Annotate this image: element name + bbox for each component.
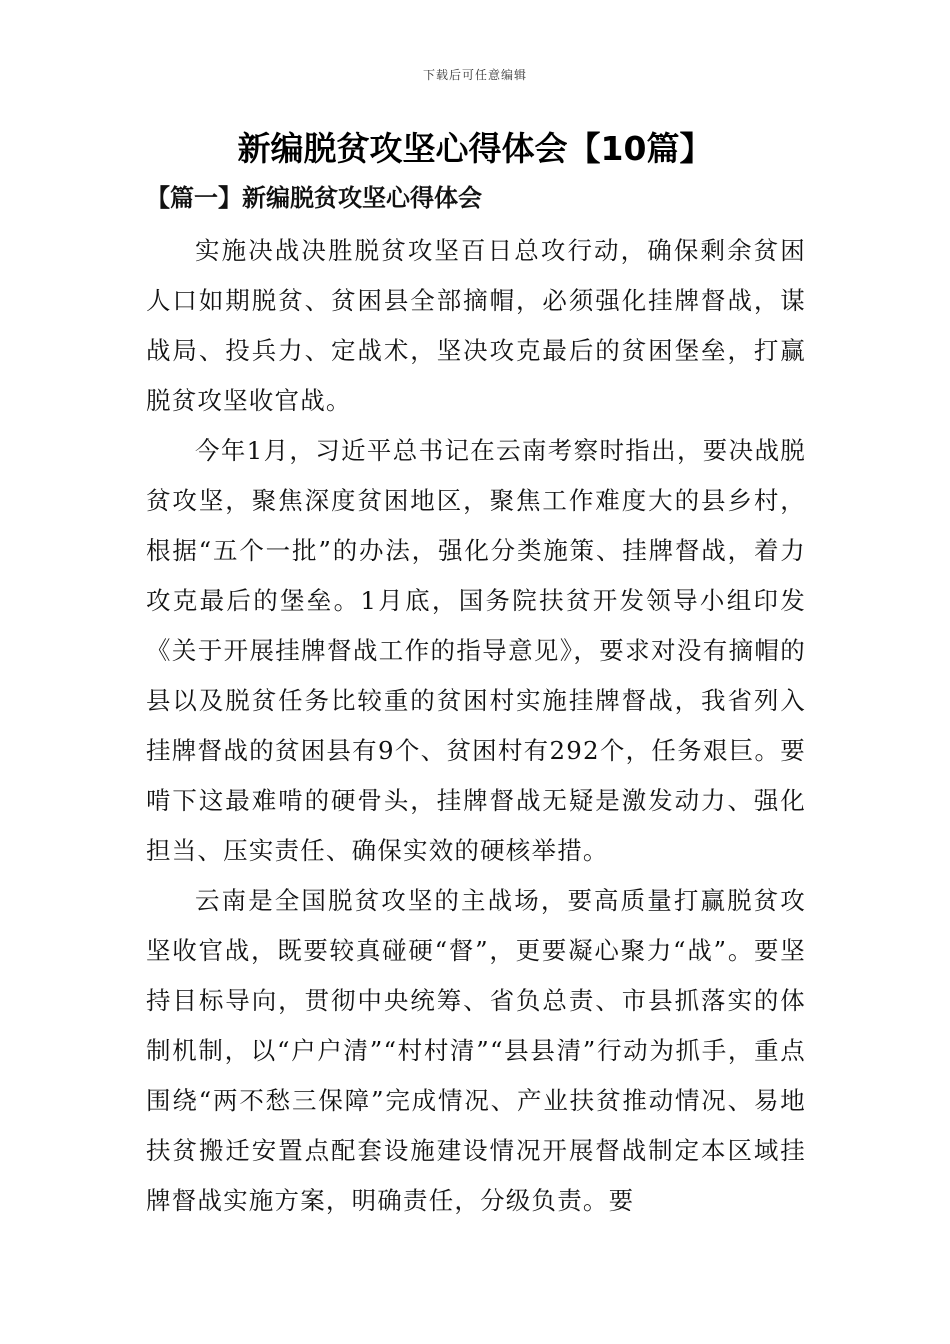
paragraph-1: 实施决战决胜脱贫攻坚百日总攻行动，确保剩余贫困人口如期脱贫、贫困县全部摘帽，必须强化挂牌督战，谋战局、投兵力、定战术，坚决攻克最后的贫困堡垒，打赢脱贫攻坚收官战。 bbox=[146, 236, 806, 415]
section-heading: 【篇一】新编脱贫攻坚心得体会 bbox=[146, 183, 482, 212]
document-title: 新编脱贫攻坚心得体会【10篇】 bbox=[237, 129, 713, 168]
paragraph-3: 云南是全国脱贫攻坚的主战场，要高质量打赢脱贫攻坚收官战，既要较真碰硬“督”，更要凝心聚力“战”。要坚持目标导向，贯彻中央统筹、省负总责、市县抓落实的体制机制，以“户户清”“村村清”“县县清”行动为抓手，重点围绕“两不愁三保障”完成情况、产业扶贫推动情况、易地扶贫搬迁安置点配套设施建设情况开展督战制定本区域挂牌督战实施方案，明确责任，分级负责。要 bbox=[146, 886, 806, 1215]
header-note: 下载后可任意编辑 bbox=[422, 68, 527, 82]
body-text bbox=[146, 226, 806, 1226]
paragraph-2: 今年1月，习近平总书记在云南考察时指出，要决战脱贫攻坚，聚焦深度贫困地区，聚焦工作难度大的县乡村，根据“五个一批”的办法，强化分类施策、挂牌督战，着力攻克最后的堡垒。1月底，国务院扶贫开发领导小组印发《关于开展挂牌督战工作的指导意见》，要求对没有摘帽的县以及脱贫任务比较重的贫困村实施挂牌督战，我省列入挂牌督战的贫困县有9个、贫困村有292个，任务艰巨。要啃下这最难啃的硬骨头，挂牌督战无疑是激发动力、强化担当、压实责任、确保实效的硬核举措。 bbox=[146, 436, 806, 865]
